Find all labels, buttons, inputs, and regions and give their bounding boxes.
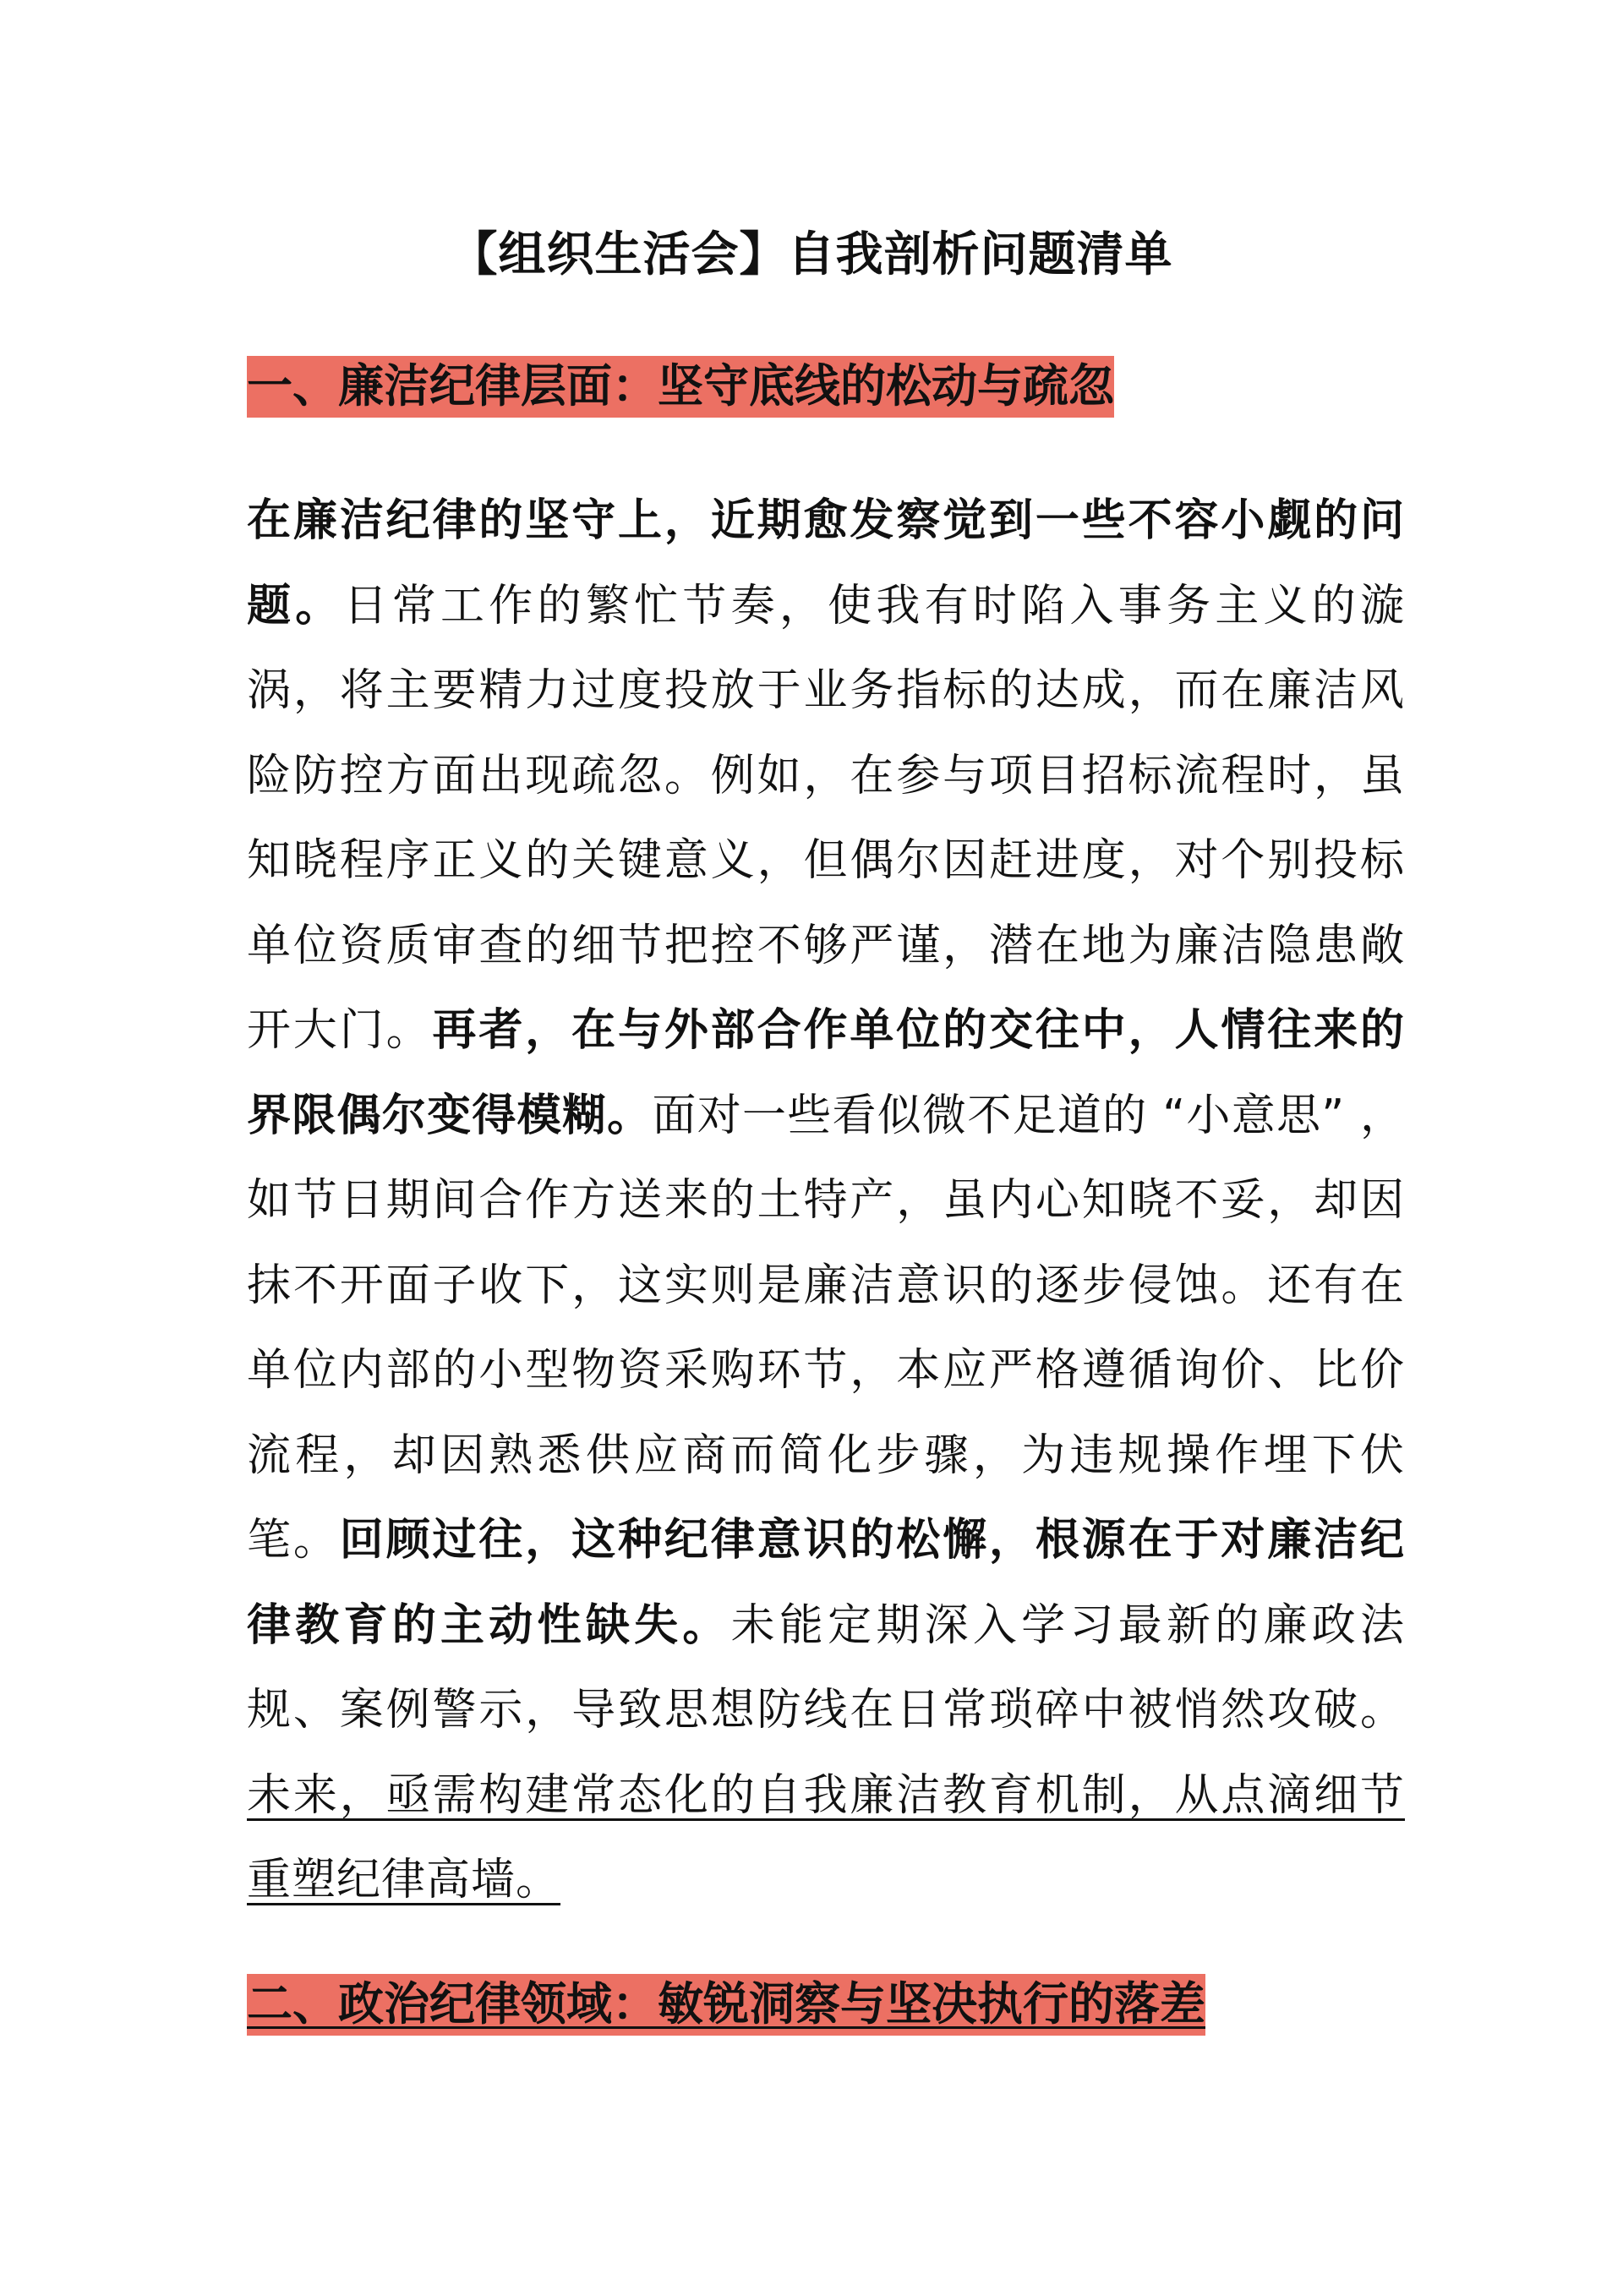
plain-text-1: 日常工作的繁忙节奏，使我有时陷入事务主义的漩涡，将主要精力过度投放于业务指标的达成，而在廉洁风险防控方面出现疏忽。例如，在参与项目招标流程时，虽知晓程序正义的关键意义，但偶尔因赶进度，对个别投标单位资质审查的细节把控不够严谨，潜在地为廉洁隐患敞开大门。 bbox=[247, 580, 1405, 1056]
bold-sentence-2: 再者，在与外部合作单位的交往中，人情往来的界限偶尔变得模糊。 bbox=[247, 1005, 1405, 1141]
plain-text-2: 面对一些看似微不足道的 “小意思” ，如节日期间合作方送来的土特产，虽内心知晓不妥，却因抹不开面子收下，这实则是廉洁意识的逐步侵蚀。还有在单位内部的小型物资采购环节，本应严格遵循询价、比价流程，却因熟悉供应商而简化步骤，为违规操作埋下伏笔。 bbox=[247, 1090, 1405, 1566]
underlined-conclusion: 未来，亟需构建常态化的自我廉洁教育机制，从点滴细节重塑纪律高墙。 bbox=[247, 1769, 1405, 1905]
bold-sentence-1: 在廉洁纪律的坚守上，近期愈发察觉到一些不容小觑的问题。 bbox=[247, 495, 1405, 631]
section-2-heading-text: 二、政治纪律领域：敏锐洞察与坚决执行的落差 bbox=[247, 1974, 1205, 2036]
document-title: 【组织生活会】自我剖析问题清单 bbox=[450, 227, 1173, 282]
section-2-heading bbox=[247, 1973, 1205, 2036]
section-1-heading-text: 一、廉洁纪律层面：坚守底线的松动与疏忽 bbox=[247, 356, 1114, 418]
plain-text-3: 未能定期深入学习最新的廉政法规、案例警示，导致思想防线在日常琐碎中被悄然攻破。 bbox=[247, 1599, 1405, 1736]
bold-sentence-3: 回顾过往，这种纪律意识的松懈，根源在于对廉洁纪律教育的主动性缺失。 bbox=[247, 1515, 1405, 1651]
section-1-heading bbox=[247, 355, 1114, 418]
section-1-paragraph bbox=[247, 478, 1405, 1923]
